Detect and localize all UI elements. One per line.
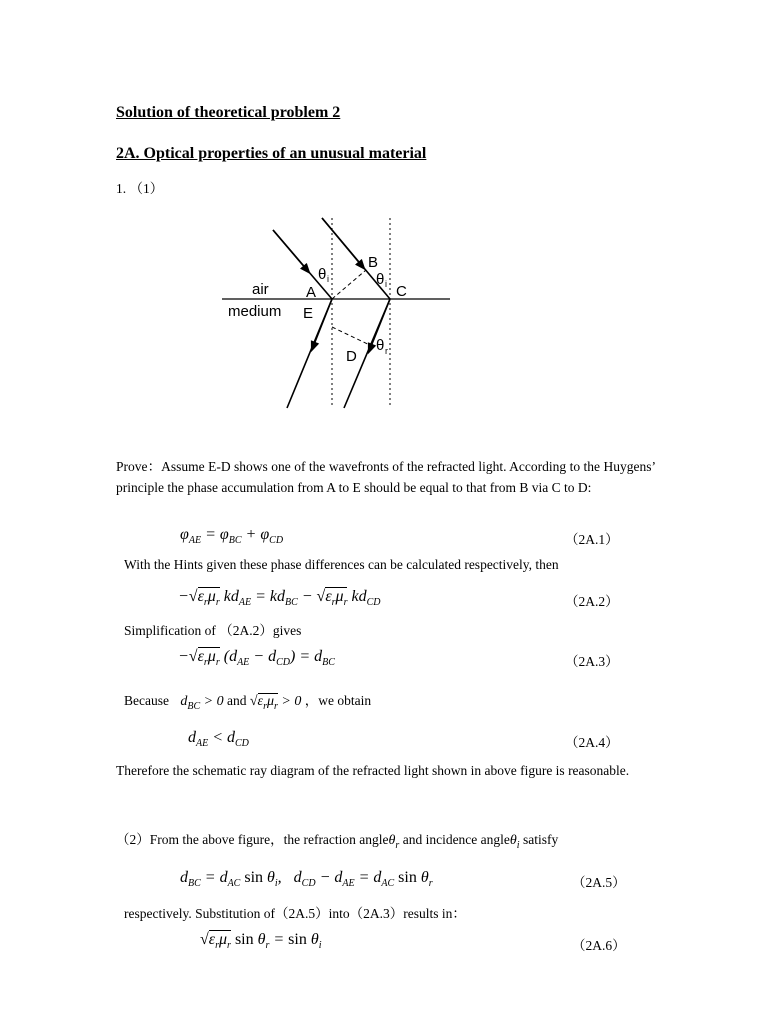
ray-diagram (210, 210, 460, 415)
label-theta-r-sub: r (385, 346, 388, 356)
part2-end: satisfy (519, 832, 559, 847)
equation-2a5-number: （2A.5） (572, 875, 626, 890)
label-air: air (252, 281, 269, 298)
label-medium: medium (228, 303, 282, 320)
equation-2a1: $\varphi_{AE} = \varphi_{BC} + \varphi_{CD}$ (180, 526, 284, 547)
respectively-text: respectively. Substitution of（2A.5）into（2A.3）results in： (124, 906, 466, 921)
item-number: 1. （1） (116, 181, 164, 196)
label-d: D (346, 348, 357, 365)
label-theta-i-2: θ (376, 271, 385, 288)
label-theta-r: θ (376, 337, 385, 354)
hints-text: With the Hints given these phase differences can be calculated respectively, then (124, 557, 559, 572)
theta-i-symbol: $\theta_i$ (509, 833, 520, 851)
therefore-paragraph: Therefore the schematic ray diagram of the refracted light shown in above figure is reasonable. (116, 763, 630, 778)
equation-2a6-number: （2A.6） (572, 938, 626, 953)
equation-2a3-number: （2A.3） (565, 654, 619, 669)
simplification-text: Simplification of （2A.2）gives (124, 623, 302, 638)
incident-ray-1-arrow (273, 230, 307, 270)
refracted-ray-1-arrow (313, 299, 332, 347)
theta-r-symbol: $\theta_r$ (388, 833, 400, 851)
inequality-sqrt: $√\varepsilon_r\mu_r > 0$ (249, 694, 302, 712)
because-and: and (226, 693, 247, 708)
label-b: B (368, 254, 379, 271)
wavefront-ab (332, 270, 366, 299)
equation-2a4: $d_{AE} < d_{CD}$ (188, 729, 249, 750)
equation-2a4-number: （2A.4） (565, 735, 619, 750)
part2-line (116, 828, 558, 851)
equation-2a6: $√\varepsilon_r\mu_r$ $\sin \theta_r = \sin \theta_i$ (200, 931, 322, 952)
label-theta-i-1: θ (318, 266, 327, 283)
label-a: A (306, 284, 317, 301)
wavefront-ed (332, 327, 376, 348)
equation-2a2-number: （2A.2） (565, 594, 619, 609)
part2-mid: and incidence angle (399, 832, 510, 847)
label-theta-i-1-sub: i (327, 274, 329, 284)
equation-2a1-number: （2A.1） (565, 532, 619, 547)
label-e: E (303, 305, 314, 322)
prove-paragraph: Prove：Assume E-D shows one of the wavefronts of the refracted light. According to the Huygens’ principle the phase accumulation from A to E should be equal to that from B via C to D: (116, 459, 656, 495)
page-title: Solution of theoretical problem 2 (116, 104, 341, 121)
section-heading: 2A. Optical properties of an unusual material (116, 145, 427, 162)
label-theta-i-2-sub: i (385, 279, 387, 289)
because-post: ，we obtain (304, 693, 372, 708)
incident-ray-2-arrow (322, 218, 362, 266)
part2-text: （2）From the above figure，the refraction angle (116, 832, 389, 847)
equation-2a2: $-√\varepsilon_r\mu_r$ $kd_{AE} = kd_{BC} - √\varepsilon_r\mu_r$ $kd_{CD}$ (178, 588, 381, 609)
equation-2a3: $-√\varepsilon_r\mu_r$ $(d_{AE} - d_{CD}) = d_{BC}$ (178, 648, 335, 669)
equation-2a5: $d_{BC} = d_{AC}$ $\sin \theta_i$, $d_{CD} - d_{AE} = d_{AC}$ $\sin \theta_r$ (180, 869, 433, 890)
because-pre: Because (124, 693, 169, 708)
inequality-dbc: $d_{BC} > 0$ (180, 694, 224, 712)
because-line (124, 689, 371, 712)
label-c: C (396, 283, 407, 300)
